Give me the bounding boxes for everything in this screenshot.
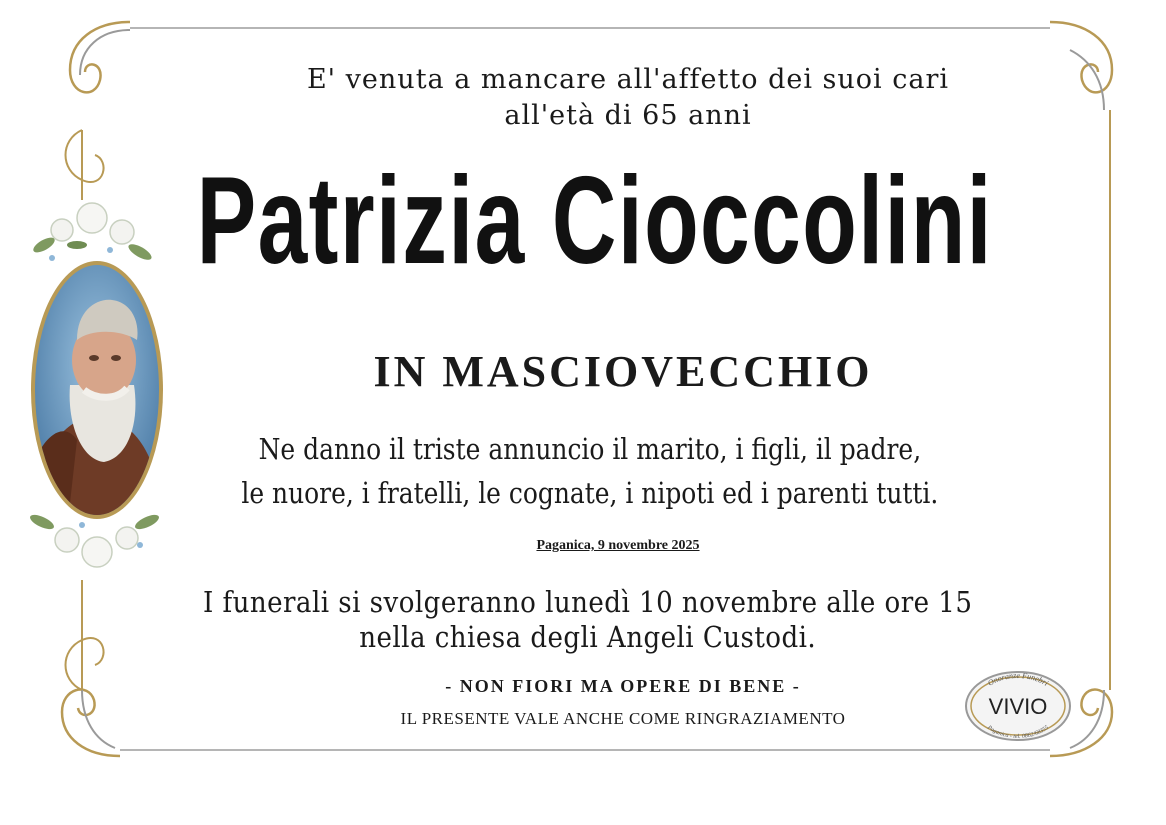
logo-bottom-text: Paganica - tel. 0862/68355	[986, 724, 1050, 741]
place-date: Paganica, 9 novembre 2025	[536, 538, 700, 553]
logo-arc-text: Onoranze Funebri	[986, 670, 1051, 688]
logo-name: VIVIO	[988, 694, 1048, 719]
funeral-home-logo	[962, 668, 1074, 744]
announcement-line-2: le nuore, i fratelli, le cognate, i nipoti ed i parenti tutti.	[241, 476, 939, 510]
deceased-name: Patrizia Cioccolini	[196, 152, 993, 290]
funeral-line-2: nella chiesa degli Angeli Custodi.	[359, 620, 817, 654]
intro-line-1: E' venuta a mancare all'affetto dei suoi cari	[306, 64, 950, 95]
announcement-line-1: Ne danno il triste annuncio il marito, i figli, il padre,	[258, 432, 922, 466]
thanks-note: IL PRESENTE VALE ANCHE COME RINGRAZIAMENTO	[400, 709, 846, 728]
intro-line-2: all'età di 65 anni	[504, 100, 752, 131]
funeral-line-1: I funerali si svolgeranno lunedì 10 novembre alle ore 15	[202, 585, 973, 619]
married-name: IN MASCIOVECCHIO	[373, 347, 873, 396]
no-flowers-note: - NON FIORI MA OPERE DI BENE -	[445, 676, 801, 696]
